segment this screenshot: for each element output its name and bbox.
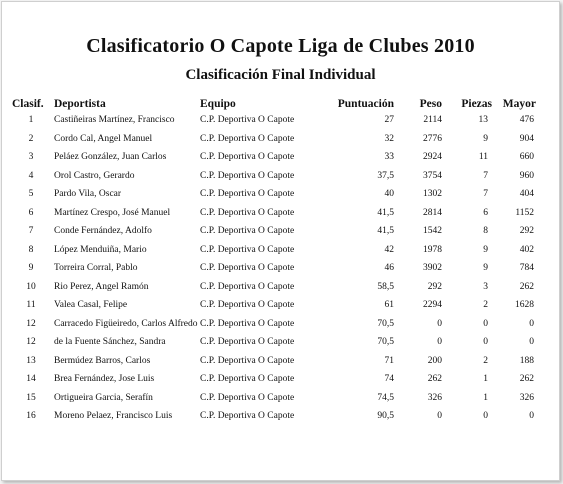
cell-mayor: 262: [519, 281, 534, 292]
cell-peso: 326: [427, 392, 442, 403]
cell-deportista: de la Fuente Sánchez, Sandra: [54, 337, 166, 347]
cell-puntuacion: 33: [384, 152, 394, 162]
cell-deportista: Martínez Crespo, José Manuel: [54, 207, 171, 218]
cell-piezas: 7: [483, 189, 488, 199]
cell-clasif: 15: [26, 392, 36, 403]
cell-mayor: 660: [519, 152, 534, 162]
cell-peso: 0: [437, 318, 442, 329]
cell-deportista: Conde Fernández, Adolfo: [54, 226, 152, 236]
cell-equipo: C.P. Deportiva O Capote: [200, 355, 295, 366]
cell-mayor: 262: [519, 374, 534, 384]
table-row: [2, 300, 559, 318]
cell-puntuacion: 40: [384, 189, 394, 199]
cell-deportista: Moreno Pelaez, Francisco Luis: [54, 411, 173, 421]
table-row: [2, 152, 559, 170]
cell-puntuacion: 61: [384, 300, 394, 310]
cell-peso: 292: [427, 281, 442, 292]
table-row: [2, 356, 559, 374]
cell-mayor: 476: [519, 115, 534, 125]
cell-equipo: C.P. Deportiva O Capote: [200, 207, 295, 218]
cell-equipo: C.P. Deportiva O Capote: [200, 263, 295, 273]
cell-piezas: 3: [483, 281, 488, 292]
cell-equipo: C.P. Deportiva O Capote: [200, 133, 295, 144]
cell-piezas: 9: [483, 244, 488, 255]
cell-mayor: 0: [529, 411, 534, 421]
cell-mayor: 402: [519, 244, 534, 255]
cell-puntuacion: 41,5: [377, 226, 394, 236]
cell-deportista: Rio Perez, Angel Ramón: [54, 281, 149, 292]
cell-puntuacion: 70,5: [377, 318, 394, 329]
cell-equipo: C.P. Deportiva O Capote: [200, 115, 295, 125]
cell-mayor: 904: [519, 133, 534, 144]
cell-mayor: 404: [519, 189, 534, 199]
cell-mayor: 784: [519, 263, 534, 273]
cell-mayor: 0: [529, 318, 534, 329]
header-clasif: Clasif.: [12, 98, 44, 110]
cell-equipo: C.P. Deportiva O Capote: [200, 337, 295, 347]
cell-clasif: 9: [28, 263, 34, 273]
header-mayor: Mayor: [502, 98, 536, 110]
table-row: [2, 411, 559, 429]
header-deportista: Deportista: [54, 98, 106, 110]
cell-equipo: C.P. Deportiva O Capote: [200, 300, 295, 310]
cell-deportista: López Menduiña, Mario: [54, 244, 147, 255]
page-subtitle: Clasificación Final Individual: [185, 67, 376, 83]
cell-mayor: 188: [519, 355, 534, 366]
table-row: [2, 134, 559, 152]
cell-puntuacion: 70,5: [377, 337, 394, 347]
cell-deportista: Brea Fernández, Jose Luis: [54, 374, 155, 384]
cell-mayor: 1628: [515, 300, 534, 310]
table-header: [2, 98, 559, 114]
cell-puntuacion: 58,5: [377, 281, 394, 292]
cell-equipo: C.P. Deportiva O Capote: [200, 392, 295, 403]
page-title: Clasificatorio O Capote Liga de Clubes 2010: [86, 35, 475, 57]
cell-clasif: 16: [26, 411, 36, 421]
cell-equipo: C.P. Deportiva O Capote: [200, 411, 295, 421]
cell-clasif: 7: [28, 226, 34, 236]
cell-deportista: Pardo Vila, Oscar: [54, 189, 122, 199]
cell-piezas: 9: [483, 133, 488, 144]
cell-peso: 3902: [423, 263, 442, 273]
cell-peso: 2924: [423, 152, 442, 162]
cell-equipo: C.P. Deportiva O Capote: [200, 226, 295, 236]
cell-puntuacion: 27: [384, 115, 394, 125]
cell-piezas: 11: [478, 152, 488, 162]
cell-puntuacion: 90,5: [377, 411, 394, 421]
cell-deportista: Torreira Corral, Pablo: [54, 263, 138, 273]
cell-deportista: Carracedo Figüeiredo, Carlos Alfredo: [54, 318, 198, 329]
cell-clasif: 14: [26, 374, 36, 384]
cell-clasif: 12: [26, 318, 36, 329]
cell-peso: 1542: [423, 226, 442, 236]
cell-peso: 0: [437, 411, 442, 421]
cell-piezas: 0: [483, 337, 488, 347]
cell-peso: 2114: [423, 115, 442, 125]
cell-deportista: Peláez González, Juan Carlos: [54, 152, 167, 162]
table-row: [2, 226, 559, 244]
cell-peso: 1302: [423, 189, 442, 199]
header-peso: Peso: [419, 98, 442, 110]
header-equipo: Equipo: [200, 98, 236, 110]
cell-equipo: C.P. Deportiva O Capote: [200, 318, 295, 329]
cell-peso: 1978: [423, 244, 442, 255]
cell-piezas: 2: [483, 300, 488, 310]
cell-peso: 2776: [423, 133, 442, 144]
cell-equipo: C.P. Deportiva O Capote: [200, 281, 295, 292]
cell-peso: 2814: [423, 207, 442, 218]
table-row: [2, 245, 559, 263]
header-piezas: Piezas: [461, 98, 492, 110]
cell-deportista: Orol Castro, Gerardo: [54, 170, 135, 181]
table-row: [2, 115, 559, 133]
cell-equipo: C.P. Deportiva O Capote: [200, 152, 295, 162]
table-row: [2, 374, 559, 392]
cell-puntuacion: 71: [384, 355, 394, 366]
cell-mayor: 0: [529, 337, 534, 347]
cell-clasif: 6: [28, 207, 34, 218]
header-puntuacion: Puntuación: [337, 98, 394, 110]
table-row: [2, 337, 559, 355]
cell-puntuacion: 46: [384, 263, 394, 273]
cell-clasif: 12: [26, 337, 36, 347]
cell-equipo: C.P. Deportiva O Capote: [200, 374, 295, 384]
cell-puntuacion: 42: [384, 244, 394, 255]
cell-puntuacion: 74,5: [377, 392, 394, 403]
cell-piezas: 1: [483, 392, 488, 403]
cell-mayor: 326: [519, 392, 534, 403]
cell-piezas: 0: [483, 411, 488, 421]
cell-equipo: C.P. Deportiva O Capote: [200, 244, 295, 255]
cell-puntuacion: 37,5: [377, 170, 394, 181]
cell-piezas: 2: [483, 355, 488, 366]
cell-clasif: 11: [26, 300, 36, 310]
cell-clasif: 8: [28, 244, 34, 255]
cell-piezas: 1: [483, 374, 488, 384]
table-row: [2, 171, 559, 189]
table-row: [2, 282, 559, 300]
cell-puntuacion: 74: [384, 374, 394, 384]
table-row: [2, 208, 559, 226]
cell-peso: 0: [437, 337, 442, 347]
cell-deportista: Bermúdez Barros, Carlos: [54, 355, 151, 366]
cell-clasif: 2: [28, 133, 34, 144]
cell-piezas: 13: [478, 115, 488, 125]
table-row: [2, 393, 559, 411]
cell-piezas: 6: [483, 207, 488, 218]
cell-clasif: 5: [28, 189, 34, 199]
cell-deportista: Valea Casal, Felipe: [54, 300, 128, 310]
cell-puntuacion: 32: [384, 133, 394, 144]
cell-mayor: 960: [519, 170, 534, 181]
cell-piezas: 8: [483, 226, 488, 236]
document-page: [1, 1, 560, 481]
cell-deportista: Ortigueira Garcia, Serafín: [54, 392, 153, 403]
cell-piezas: 9: [483, 263, 488, 273]
cell-piezas: 7: [483, 170, 488, 181]
cell-clasif: 4: [28, 170, 34, 181]
cell-mayor: 292: [519, 226, 534, 236]
cell-puntuacion: 41,5: [377, 207, 394, 218]
table-row: [2, 189, 559, 207]
cell-equipo: C.P. Deportiva O Capote: [200, 189, 295, 199]
cell-clasif: 3: [28, 152, 34, 162]
cell-deportista: Castiñeiras Martínez, Francisco: [54, 115, 175, 125]
cell-peso: 3754: [423, 170, 442, 181]
table-row: [2, 319, 559, 337]
cell-mayor: 1152: [515, 207, 534, 218]
cell-peso: 262: [427, 374, 442, 384]
cell-clasif: 1: [28, 115, 34, 125]
cell-clasif: 10: [26, 281, 36, 292]
cell-deportista: Cordo Cal, Angel Manuel: [54, 133, 153, 144]
cell-peso: 2294: [423, 300, 442, 310]
table-row: [2, 263, 559, 281]
cell-equipo: C.P. Deportiva O Capote: [200, 170, 295, 181]
cell-piezas: 0: [483, 318, 488, 329]
cell-peso: 200: [427, 355, 442, 366]
cell-clasif: 13: [26, 355, 36, 366]
